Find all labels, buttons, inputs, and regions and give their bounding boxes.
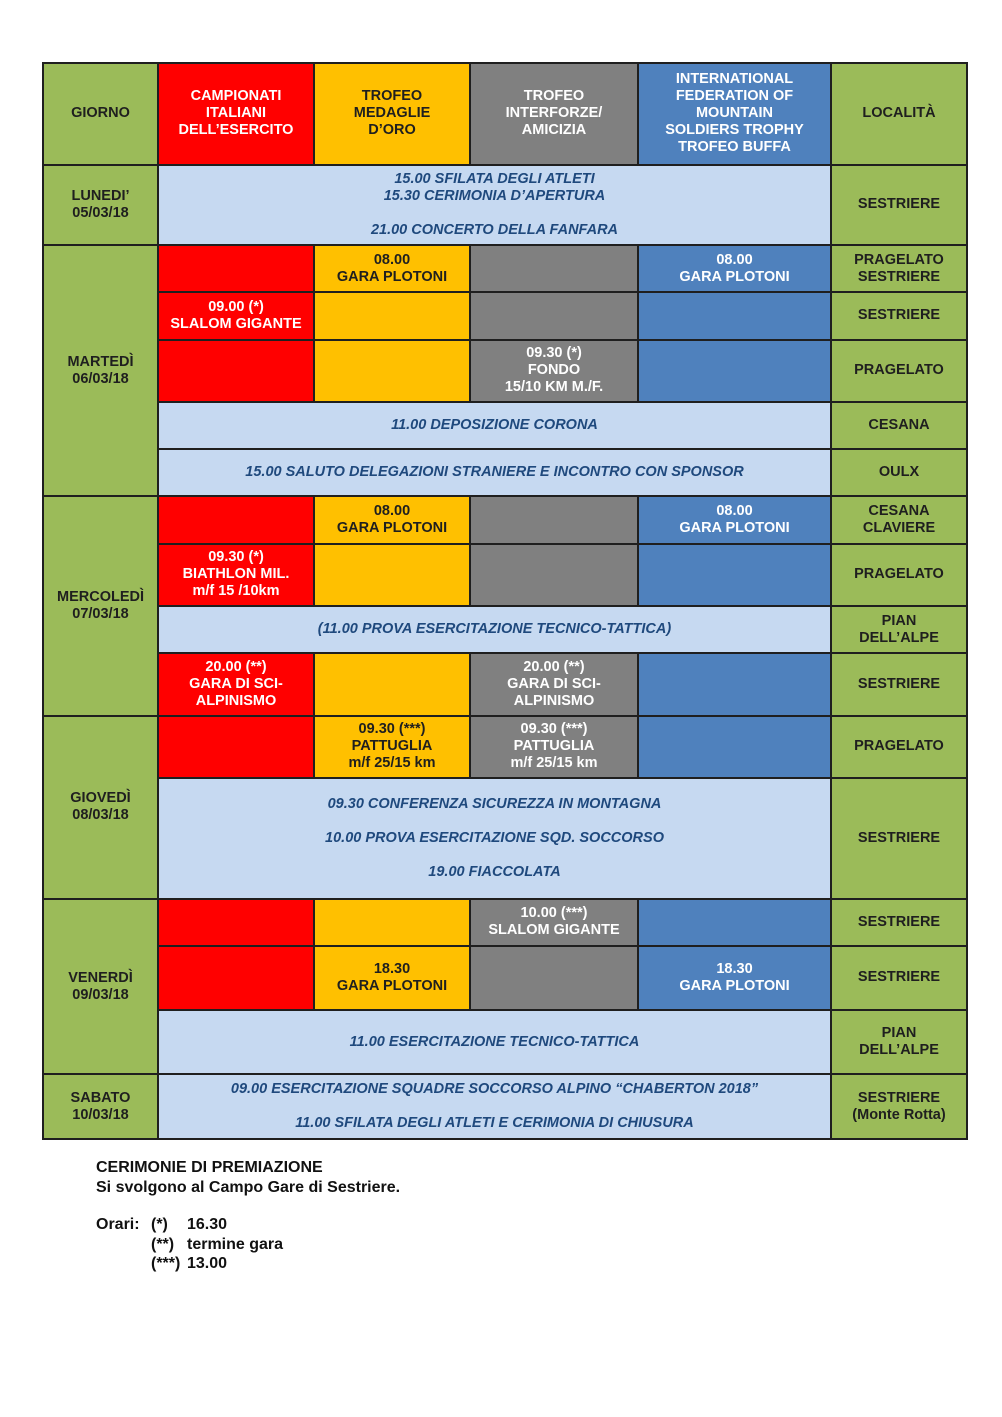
header-trofeo-interforze: TROFEO INTERFORZE/ AMICIZIA (470, 63, 638, 165)
venerdi-interforze-2 (470, 946, 638, 1010)
martedi-campionati-1 (158, 245, 314, 292)
lunedi-row (43, 165, 967, 245)
martedi-campionati-2: 09.00 (*) SLALOM GIGANTE (158, 292, 314, 339)
schedule-table (42, 62, 968, 1140)
mercoledi-row-2 (43, 544, 967, 606)
header-trofeo-medaglie-oro: TROFEO MEDAGLIE D’ORO (314, 63, 470, 165)
sabato-event: 09.00 ESERCITAZIONE SQUADRE SOCCORSO ALPINO “CHABERTON 2018” 11.00 SFILATA DEGLI ATLETI E CERIMONIA DI CHIUSURA (158, 1074, 831, 1139)
martedi-localita-3: PRAGELATO (831, 340, 967, 402)
giovedi-campionati-1 (158, 716, 314, 778)
venerdi-row-1 (43, 899, 967, 946)
header-international-federation: INTERNATIONAL FEDERATION OF MOUNTAIN SOLDIERS TROPHY TROFEO BUFFA (638, 63, 831, 165)
martedi-medaglie-3 (314, 340, 470, 402)
martedi-localita-5: OULX (831, 449, 967, 496)
header-giorno: GIORNO (43, 63, 158, 165)
venerdi-campionati-1 (158, 899, 314, 946)
martedi-localita-1: PRAGELATO SESTRIERE (831, 245, 967, 292)
orari-value: 13.00 (187, 1255, 228, 1272)
giovedi-localita-1: PRAGELATO (831, 716, 967, 778)
venerdi-localita-2: SESTRIERE (831, 946, 967, 1010)
venerdi-row-2 (43, 946, 967, 1010)
mercoledi-international-4 (638, 653, 831, 715)
venerdi-event: 11.00 ESERCITAZIONE TECNICO-TATTICA (158, 1010, 831, 1074)
orari-row-2 (96, 1235, 400, 1255)
day-martedi: MARTEDÌ 06/03/18 (43, 245, 158, 496)
mercoledi-row-3 (43, 606, 967, 653)
martedi-interforze-1 (470, 245, 638, 292)
martedi-row-2 (43, 292, 967, 339)
venerdi-campionati-2 (158, 946, 314, 1010)
header-localita: LOCALITÀ (831, 63, 967, 165)
orari-key: (***) (151, 1255, 181, 1272)
orari-row-3 (96, 1254, 400, 1274)
martedi-localita-4: CESANA (831, 402, 967, 449)
mercoledi-medaglie-4 (314, 653, 470, 715)
orari-row-1 (96, 1215, 400, 1235)
martedi-event-delegazioni: 15.00 SALUTO DELEGAZIONI STRANIERE E INCONTRO CON SPONSOR (158, 449, 831, 496)
day-sabato: SABATO 10/03/18 (43, 1074, 158, 1139)
orari-key: (**) (151, 1235, 175, 1253)
notes-subtitle: Si svolgono al Campo Gare di Sestriere. (96, 1178, 401, 1196)
giovedi-event: 09.30 CONFERENZA SICUREZZA IN MONTAGNA 10.00 PROVA ESERCITAZIONE SQD. SOCCORSO 19.00 FIACCOLATA (158, 778, 831, 899)
mercoledi-international-2 (638, 544, 831, 606)
day-lunedi: LUNEDI’ 05/03/18 (43, 165, 158, 245)
lunedi-event: 15.00 SFILATA DEGLI ATLETI 15.30 CERIMONIA D’APERTURA 21.00 CONCERTO DELLA FANFARA (158, 165, 831, 245)
award-notes (96, 1158, 400, 1274)
orari-label: Orari: (96, 1216, 140, 1233)
martedi-international-3 (638, 340, 831, 402)
giovedi-medaglie-1: 09.30 (***) PATTUGLIA m/f 25/15 km (314, 716, 470, 778)
mercoledi-event-prova: (11.00 PROVA ESERCITAZIONE TECNICO-TATTICA) (158, 606, 831, 653)
martedi-localita-2: SESTRIERE (831, 292, 967, 339)
giovedi-row-2 (43, 778, 967, 899)
day-mercoledi: MERCOLEDÌ 07/03/18 (43, 496, 158, 715)
martedi-row-3 (43, 340, 967, 402)
giovedi-localita-2: SESTRIERE (831, 778, 967, 899)
martedi-international-1: 08.00 GARA PLOTONI (638, 245, 831, 292)
mercoledi-medaglie-2 (314, 544, 470, 606)
orari-key: (*) (151, 1216, 168, 1233)
mercoledi-interforze-4: 20.00 (**) GARA DI SCI- ALPINISMO (470, 653, 638, 715)
day-giovedi: GIOVEDÌ 08/03/18 (43, 716, 158, 899)
mercoledi-localita-1: CESANA CLAVIERE (831, 496, 967, 543)
martedi-medaglie-2 (314, 292, 470, 339)
mercoledi-localita-4: SESTRIERE (831, 653, 967, 715)
lunedi-localita: SESTRIERE (831, 165, 967, 245)
mercoledi-localita-2: PRAGELATO (831, 544, 967, 606)
mercoledi-row-4 (43, 653, 967, 715)
mercoledi-localita-3: PIAN DELL’ALPE (831, 606, 967, 653)
giovedi-row-1 (43, 716, 967, 778)
mercoledi-interforze-1 (470, 496, 638, 543)
giovedi-interforze-1: 09.30 (***) PATTUGLIA m/f 25/15 km (470, 716, 638, 778)
sabato-localita: SESTRIERE (Monte Rotta) (831, 1074, 967, 1139)
venerdi-international-1 (638, 899, 831, 946)
giovedi-international-1 (638, 716, 831, 778)
venerdi-interforze-1: 10.00 (***) SLALOM GIGANTE (470, 899, 638, 946)
sabato-row (43, 1074, 967, 1139)
venerdi-row-3 (43, 1010, 967, 1074)
venerdi-international-2: 18.30 GARA PLOTONI (638, 946, 831, 1010)
martedi-campionati-3 (158, 340, 314, 402)
martedi-medaglie-1: 08.00 GARA PLOTONI (314, 245, 470, 292)
venerdi-localita-3: PIAN DELL’ALPE (831, 1010, 967, 1074)
martedi-interforze-3: 09.30 (*) FONDO 15/10 KM M./F. (470, 340, 638, 402)
martedi-row-5 (43, 449, 967, 496)
mercoledi-campionati-1 (158, 496, 314, 543)
venerdi-medaglie-1 (314, 899, 470, 946)
venerdi-medaglie-2: 18.30 GARA PLOTONI (314, 946, 470, 1010)
orari-value: 16.30 (187, 1216, 228, 1233)
mercoledi-interforze-2 (470, 544, 638, 606)
mercoledi-international-1: 08.00 GARA PLOTONI (638, 496, 831, 543)
venerdi-localita-1: SESTRIERE (831, 899, 967, 946)
mercoledi-campionati-2: 09.30 (*) BIATHLON MIL. m/f 15 /10km (158, 544, 314, 606)
mercoledi-campionati-4: 20.00 (**) GARA DI SCI- ALPINISMO (158, 653, 314, 715)
martedi-row-1 (43, 245, 967, 292)
mercoledi-row-1 (43, 496, 967, 543)
martedi-row-4 (43, 402, 967, 449)
orari-value: termine gara (187, 1235, 284, 1253)
martedi-event-corona: 11.00 DEPOSIZIONE CORONA (158, 402, 831, 449)
notes-title: CERIMONIE DI PREMIAZIONE (96, 1159, 323, 1176)
day-venerdi: VENERDÌ 09/03/18 (43, 899, 158, 1075)
martedi-interforze-2 (470, 292, 638, 339)
header-campionati-italiani: CAMPIONATI ITALIANI DELL’ESERCITO (158, 63, 314, 165)
mercoledi-medaglie-1: 08.00 GARA PLOTONI (314, 496, 470, 543)
header-row (43, 63, 967, 165)
martedi-international-2 (638, 292, 831, 339)
